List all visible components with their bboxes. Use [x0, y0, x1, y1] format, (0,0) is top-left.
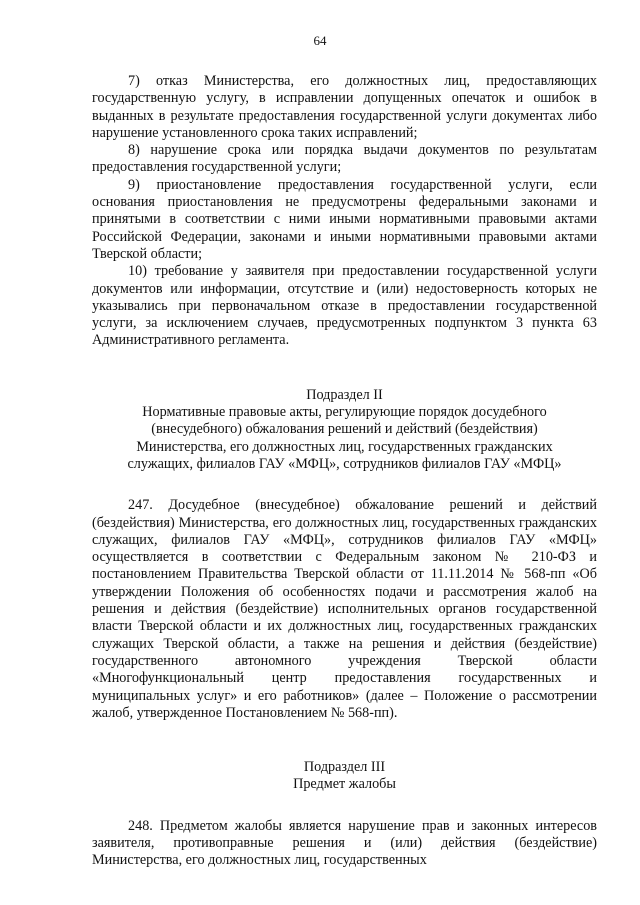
paragraph-247: 247. Досудебное (внесудебное) обжалование решений и действий (бездействия) Министерства, его должностных лиц, государственных гражданских служащих, филиалов ГАУ «МФЦ», сотрудников филиалов ГАУ «МФЦ» осуществляется в соответствии с Федеральным законом № 210-ФЗ и постановлением Правительства Тверской области от 11.11.2014 № 568-пп «Об утверждении Положения об особенностях подачи и рассмотрения жалоб на решения и действия (бездействие) исполнительных органов государственной власти Тверской области и их должностных лиц, государственных гражданских служащих Тверской области, а также на решения и действия (бездействие) государственного автономного учреждения Тверской области «Многофункциональный центр предоставления государственных и муниципальных услуг» и его работников» (далее – Положение о рассмотрении жалоб, утвержденное Постановлением № 568-пп). [92, 497, 597, 721]
subsection-2-label: Подраздел II [306, 386, 383, 403]
subsection-2-heading [92, 387, 597, 473]
subsection-2-title-line: Министерства, его должностных лиц, государственных гражданских [136, 438, 553, 455]
document-body [92, 73, 597, 870]
subsection-3-title: Предмет жалобы [293, 776, 396, 793]
paragraph-248: 248. Предметом жалобы является нарушение прав и законных интересов заявителя, противоправные решения и (или) действия (бездействие) Министерства, его должностных лиц, государственных [92, 817, 597, 869]
subsection-2-title-line: (внесудебного) обжалования решений и действий (бездействия) [151, 421, 538, 438]
subsection-3-label: Подраздел III [303, 759, 386, 776]
subsection-2-title-line: Нормативные правовые акты, регулирующие порядок досудебного [142, 404, 547, 421]
list-item: 8) нарушение срока или порядка выдачи документов по результатам предоставления государственной услуги; [92, 142, 597, 176]
subsection-2-title-line: служащих, филиалов ГАУ «МФЦ», сотрудников филиалов ГАУ «МФЦ» [127, 455, 562, 472]
list-item: 7) отказ Министерства, его должностных лиц, предоставляющих государственную услугу, в исправлении допущенных опечаток и ошибок в выданных в результате предоставления государственной услуги документах либо нарушение установленного срока таких исправлений; [92, 73, 597, 141]
list-item: 9) приостановление предоставления государственной услуги, если основания приостановления не предусмотрены федеральными законами и принятыми в соответствии с ними иными нормативными правовыми актами Российской Федерации, законами и иными нормативными правовыми актами Тверской области; [92, 176, 597, 262]
list-items [92, 73, 597, 350]
page-number: 64 [313, 33, 327, 48]
list-item: 10) требование у заявителя при предоставлении государственной услуги документов или информации, отсутствие и (или) недостоверность которых не указывались при первоначальном отказе в предоставлении государственной услуги, за исключением случаев, предусмотренных подпунктом 3 пункта 63 Административного регламента. [92, 263, 597, 349]
subsection-3-heading [92, 759, 597, 794]
